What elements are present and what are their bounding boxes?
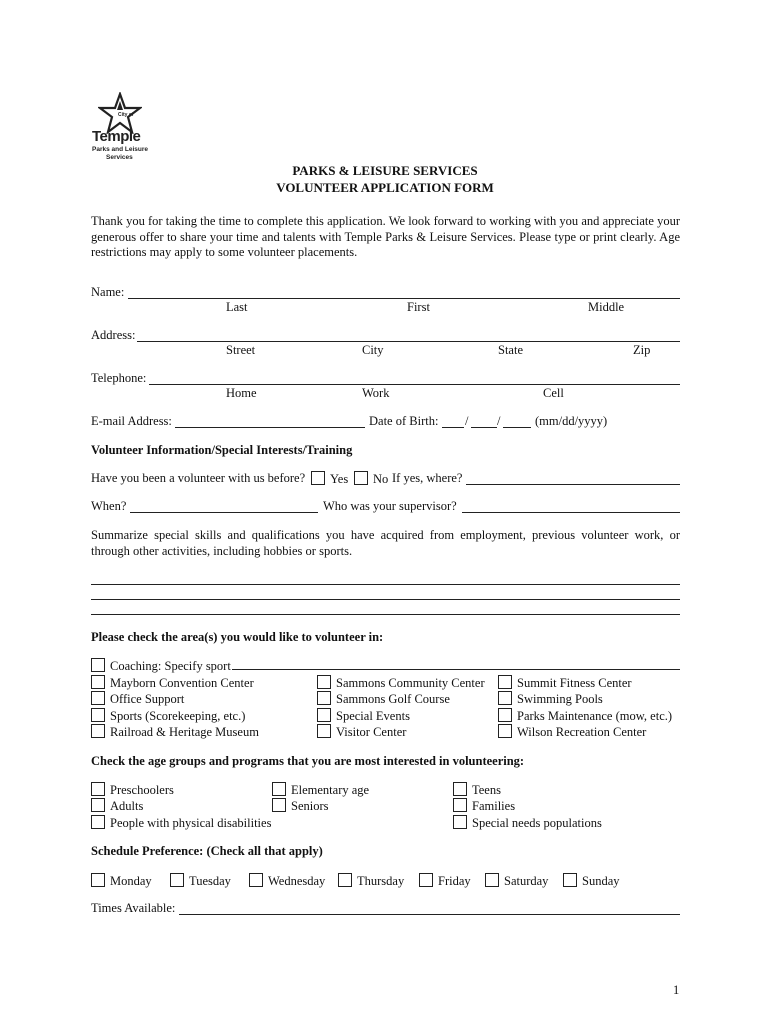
area-col3-0[interactable]: [498, 675, 632, 691]
area-col2-2[interactable]: [317, 708, 410, 724]
day-thursday[interactable]: [338, 873, 404, 889]
dob-format-hint: (mm/dd/yyyy): [535, 414, 608, 428]
area-col1-3[interactable]: [91, 724, 259, 740]
yes-label: Yes: [330, 472, 349, 486]
age-col2-1[interactable]: [272, 798, 329, 814]
dob-label: Date of Birth:: [369, 414, 439, 428]
area-col3-2[interactable]: [498, 708, 672, 724]
day-label: Tuesday: [189, 874, 231, 888]
age-label: Elementary age: [291, 783, 370, 797]
day-monday[interactable]: [91, 873, 152, 889]
checkbox[interactable]: [91, 724, 105, 738]
area-label: Sammons Golf Course: [336, 692, 450, 706]
checkbox[interactable]: [249, 873, 263, 887]
times-available-field[interactable]: [179, 914, 680, 915]
checkbox[interactable]: [338, 873, 352, 887]
checkbox[interactable]: [317, 724, 331, 738]
area-coaching[interactable]: [91, 658, 231, 674]
skills-line-1[interactable]: [91, 584, 680, 585]
logo-parks-leisure: Parks and Leisure: [92, 146, 148, 153]
address-field[interactable]: [137, 341, 680, 342]
skills-line-2[interactable]: [91, 599, 680, 600]
day-tuesday[interactable]: [170, 873, 231, 889]
area-label: Wilson Recreation Center: [517, 725, 647, 739]
telephone-home-caption: Home: [226, 386, 257, 400]
name-field[interactable]: [128, 298, 680, 299]
telephone-cell-caption: Cell: [543, 386, 564, 400]
area-col3-3[interactable]: [498, 724, 646, 740]
age-label: Adults: [110, 799, 144, 813]
age-col3-1[interactable]: [453, 798, 515, 814]
day-label: Saturday: [504, 874, 549, 888]
age-col3-0[interactable]: [453, 782, 501, 798]
address-label: Address:: [91, 328, 136, 342]
checkbox[interactable]: [563, 873, 577, 887]
checkbox[interactable]: [498, 708, 512, 722]
supervisor-field[interactable]: [462, 512, 680, 513]
if-yes-label: If yes, where?: [392, 471, 463, 485]
area-label: Sports (Scorekeeping, etc.): [110, 709, 246, 723]
area-label: Office Support: [110, 692, 185, 706]
areas-heading: Please check the area(s) you would like to volunteer in:: [91, 630, 384, 644]
age-label: Seniors: [291, 799, 329, 813]
day-label: Monday: [110, 874, 152, 888]
checkbox[interactable]: [311, 471, 325, 485]
checkbox[interactable]: [354, 471, 368, 485]
day-friday[interactable]: [419, 873, 471, 889]
day-sunday[interactable]: [563, 873, 620, 889]
age-col1-2[interactable]: [91, 815, 271, 831]
day-label: Wednesday: [268, 874, 326, 888]
dob-month-field[interactable]: [442, 427, 464, 428]
when-field[interactable]: [130, 512, 318, 513]
age-label: Preschoolers: [110, 783, 174, 797]
day-saturday[interactable]: [485, 873, 548, 889]
checkbox[interactable]: [498, 675, 512, 689]
area-label: Sammons Community Center: [336, 676, 485, 690]
area-col2-0[interactable]: [317, 675, 485, 691]
checkbox[interactable]: [91, 708, 105, 722]
checkbox[interactable]: [498, 691, 512, 705]
supervisor-label: Who was your supervisor?: [323, 499, 457, 513]
age-col3-2[interactable]: [453, 815, 602, 831]
age-label: Families: [472, 799, 516, 813]
checkbox[interactable]: [91, 873, 105, 887]
email-label: E-mail Address:: [91, 414, 172, 428]
area-col2-1[interactable]: [317, 691, 450, 707]
day-label: Thursday: [357, 874, 405, 888]
checkbox[interactable]: [91, 798, 105, 812]
prev-volunteer-no[interactable]: [354, 471, 388, 487]
checkbox[interactable]: [317, 708, 331, 722]
checkbox[interactable]: [91, 675, 105, 689]
form-title-1: PARKS & LEISURE SERVICES: [292, 163, 478, 178]
dob-separator-1: /: [465, 414, 469, 428]
page-number: 1: [673, 983, 680, 997]
logo-services: Services: [106, 154, 133, 161]
if-yes-where-field[interactable]: [466, 484, 680, 485]
checkbox[interactable]: [272, 782, 286, 796]
email-field[interactable]: [175, 427, 365, 428]
schedule-heading: Schedule Preference: (Check all that apply): [91, 844, 323, 858]
age-label: Special needs populations: [472, 816, 602, 830]
area-label: Railroad & Heritage Museum: [110, 725, 259, 739]
address-zip-caption: Zip: [633, 343, 651, 357]
checkbox[interactable]: [317, 675, 331, 689]
when-label: When?: [91, 499, 127, 513]
coaching-label: Coaching: Specify sport: [110, 659, 231, 673]
name-first-caption: First: [407, 300, 430, 314]
checkbox[interactable]: [91, 815, 105, 829]
checkbox[interactable]: [453, 798, 467, 812]
prev-volunteer-question: Have you been a volunteer with us before?: [91, 471, 306, 485]
day-label: Sunday: [582, 874, 620, 888]
address-city-caption: City: [362, 343, 384, 357]
telephone-work-caption: Work: [362, 386, 390, 400]
area-label: Special Events: [336, 709, 410, 723]
dob-separator-2: /: [497, 414, 501, 428]
coaching-sport-field[interactable]: [232, 669, 680, 670]
temple-parks-logo: [88, 92, 158, 164]
dob-year-field[interactable]: [503, 427, 531, 428]
skills-line-3[interactable]: [91, 614, 680, 615]
checkbox[interactable]: [317, 691, 331, 705]
day-label: Friday: [438, 874, 471, 888]
area-label: Swimming Pools: [517, 692, 603, 706]
telephone-field[interactable]: [149, 384, 680, 385]
logo-temple: Temple: [92, 128, 141, 145]
checkbox[interactable]: [170, 873, 184, 887]
age-col1-1[interactable]: [91, 798, 143, 814]
name-middle-caption: Middle: [588, 300, 625, 314]
volunteer-info-heading: Volunteer Information/Special Interests/Training: [91, 443, 353, 457]
checkbox[interactable]: [498, 724, 512, 738]
area-col1-0[interactable]: [91, 675, 254, 691]
address-street-caption: Street: [226, 343, 256, 357]
telephone-label: Telephone:: [91, 371, 147, 385]
age-label: People with physical disabilities: [110, 816, 272, 830]
age-label: Teens: [472, 783, 501, 797]
skills-instructions: Summarize special skills and qualifications you have acquired from employment, previous volunteer work, or through other activities, including hobbies or sports.: [91, 528, 680, 558]
area-label: Parks Maintenance (mow, etc.): [517, 709, 673, 723]
no-label: No: [373, 472, 389, 486]
prev-volunteer-yes[interactable]: [311, 471, 348, 487]
checkbox[interactable]: [419, 873, 433, 887]
age-col1-0[interactable]: [91, 782, 174, 798]
checkbox[interactable]: [485, 873, 499, 887]
times-available-label: Times Available:: [91, 901, 176, 915]
age-col2-0[interactable]: [272, 782, 369, 798]
area-label: Mayborn Convention Center: [110, 676, 254, 690]
name-last-caption: Last: [226, 300, 248, 314]
area-col3-1[interactable]: [498, 691, 603, 707]
area-label: Visitor Center: [336, 725, 407, 739]
checkbox[interactable]: [91, 658, 105, 672]
form-title-2: VOLUNTEER APPLICATION FORM: [276, 180, 494, 195]
checkbox[interactable]: [91, 691, 105, 705]
age-groups-heading: Check the age groups and programs that you are most interested in volunteering:: [91, 754, 525, 768]
checkbox[interactable]: [453, 782, 467, 796]
logo-city-of: City of: [118, 112, 134, 118]
dob-day-field[interactable]: [471, 427, 497, 428]
day-wednesday[interactable]: [249, 873, 325, 889]
area-label: Summit Fitness Center: [517, 676, 632, 690]
name-label: Name:: [91, 285, 125, 299]
area-col1-1[interactable]: [91, 691, 184, 707]
address-state-caption: State: [498, 343, 523, 357]
checkbox[interactable]: [272, 798, 286, 812]
intro-paragraph: Thank you for taking the time to complete this application. We look forward to working with you and appreciate your generous offer to share your time and talents with Temple Parks & Leisure Services. Please type or print clearly. Age restrictions may apply to some volunteer placements.: [91, 214, 680, 260]
area-col2-3[interactable]: [317, 724, 406, 740]
area-col1-2[interactable]: [91, 708, 245, 724]
checkbox[interactable]: [453, 815, 467, 829]
checkbox[interactable]: [91, 782, 105, 796]
